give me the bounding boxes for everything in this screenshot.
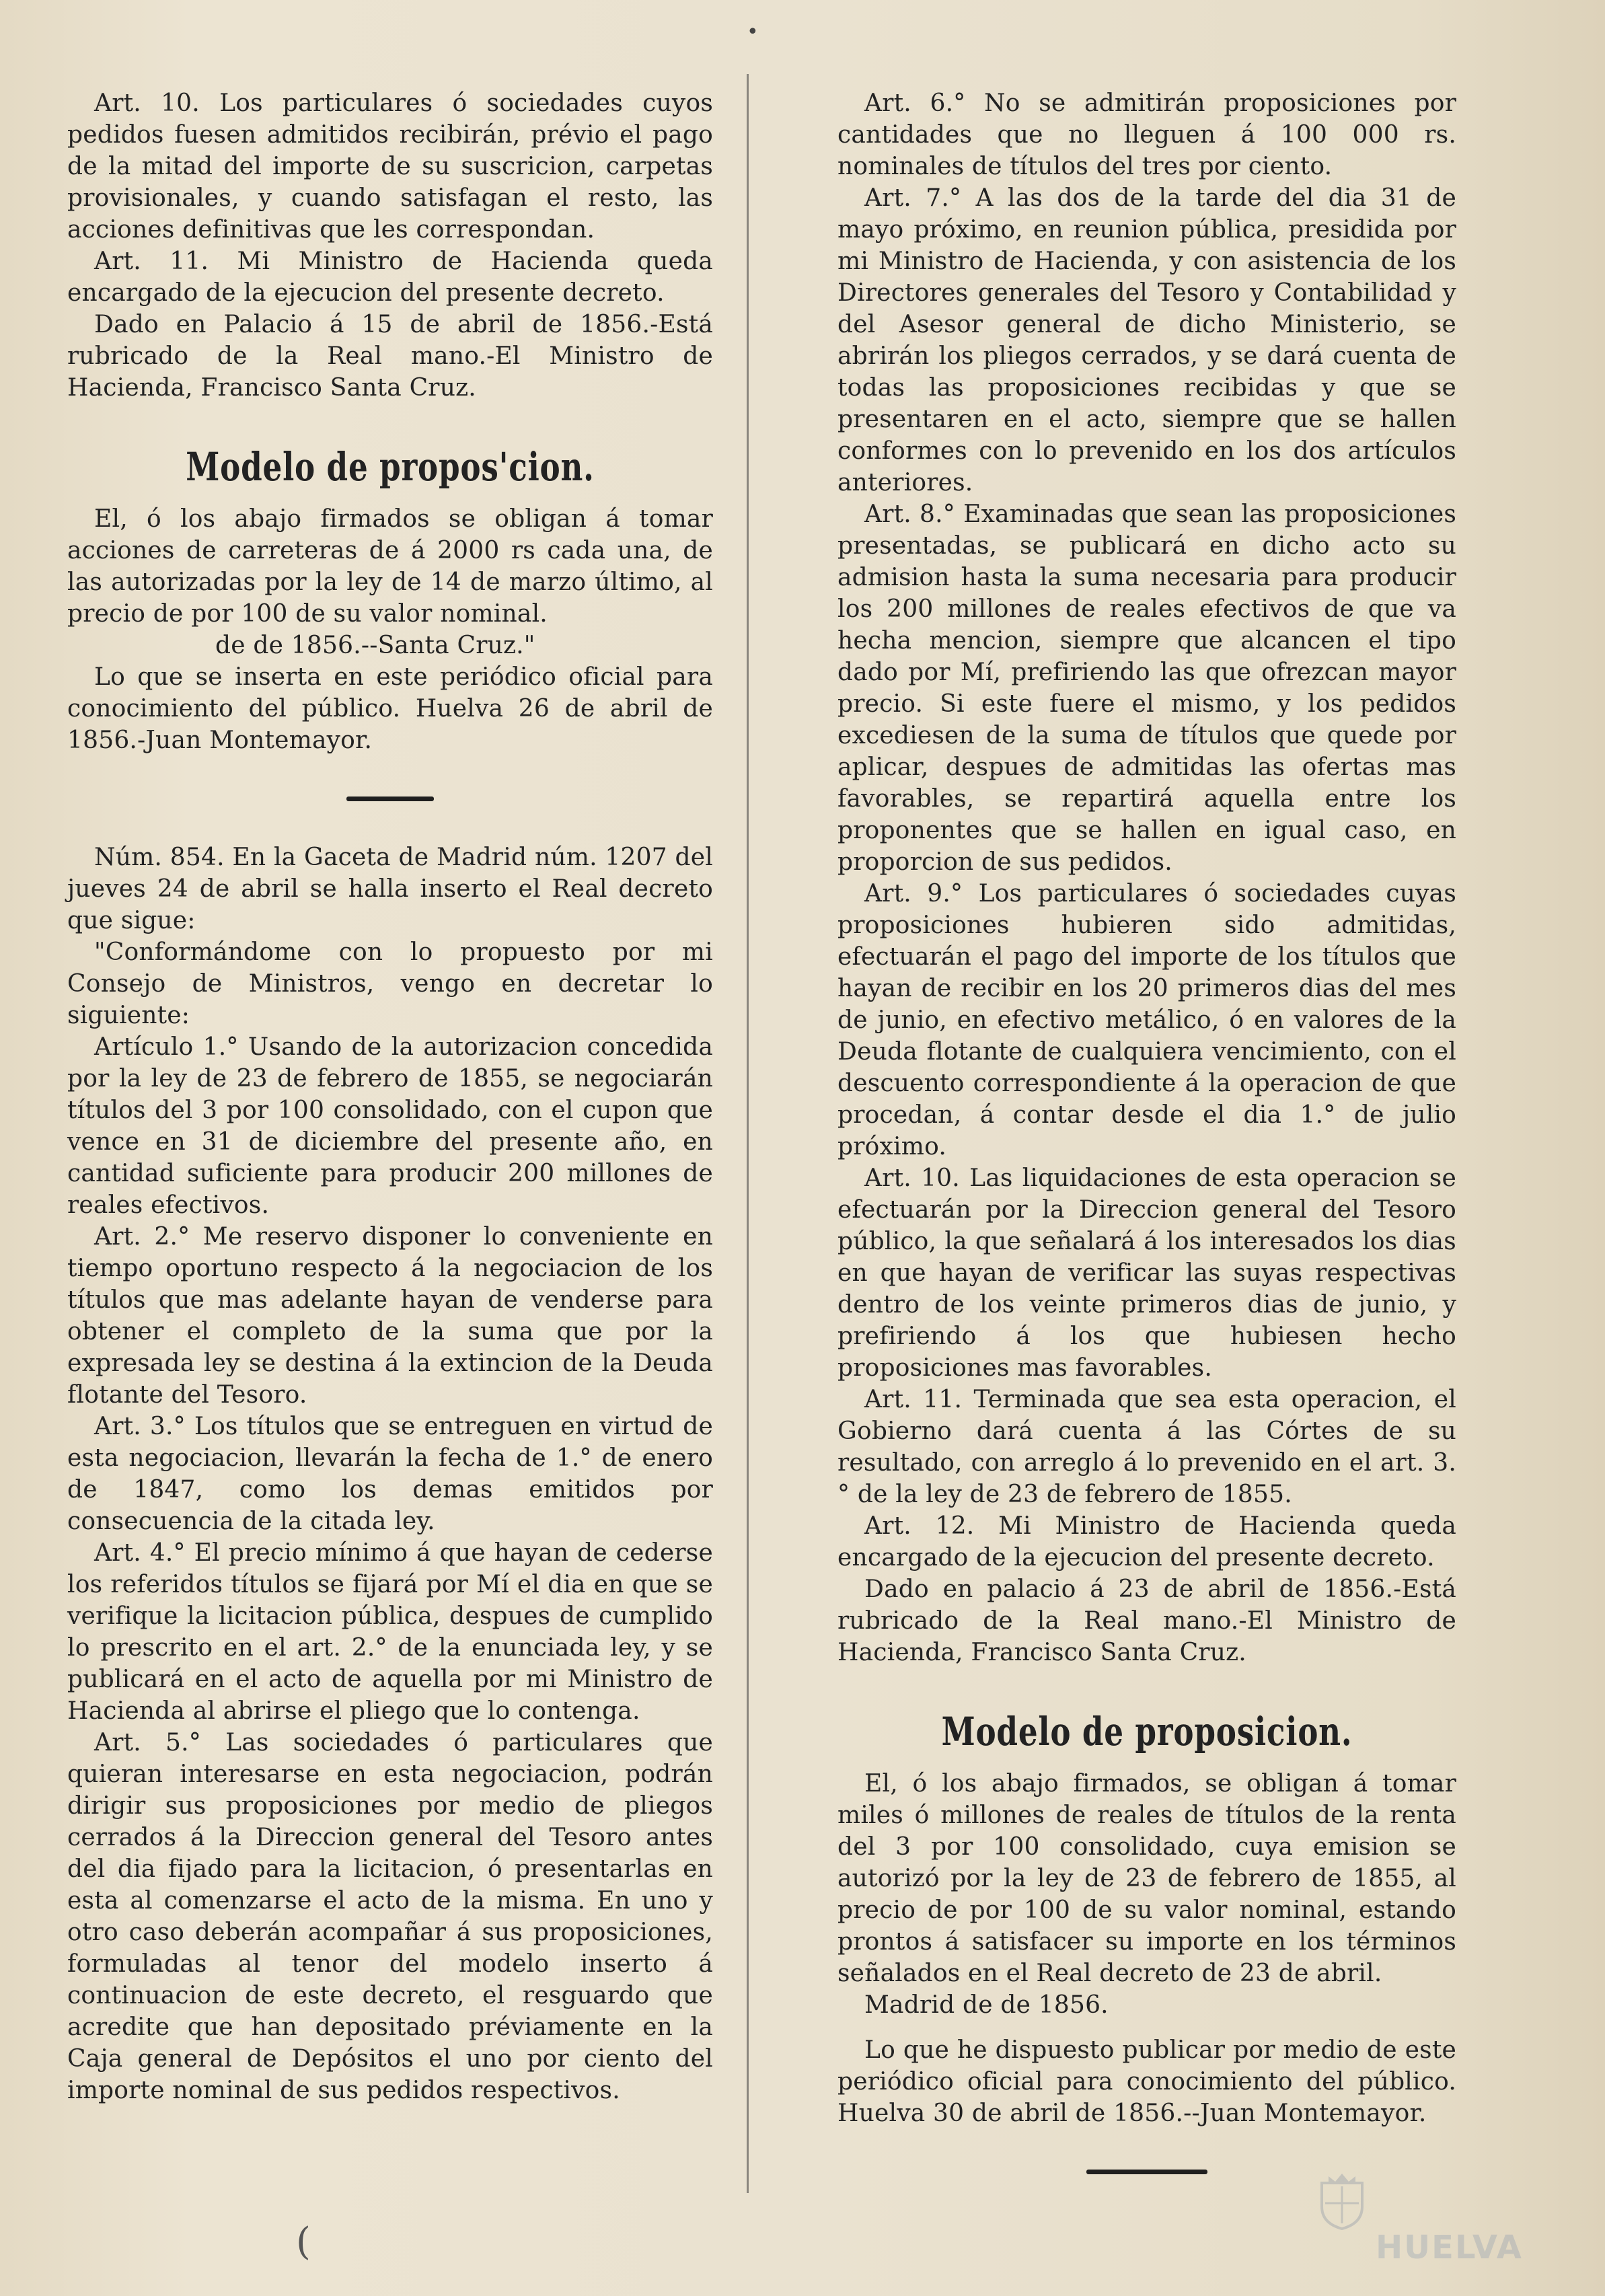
model-date-line-1: de de 1856.--Santa Cruz." (215, 632, 535, 659)
decree-intro-paragraph: Núm. 854. En la Gaceta de Madrid núm. 1207 del jueves 24 de abril se halla inserto el Real decreto que sigue: (67, 844, 713, 934)
pencil-mark: ( (296, 2220, 311, 2264)
article-4-paragraph: Art. 4.° El precio mínimo á que hayan de cederse los referidos títulos se fijará por Mí el dia en que se verifique la licitacion pública, despues de cumplido lo prescrito en el art. 2.° de la enunciada ley, y se publicará en el acto de aquella por mi Ministro de Hacienda al abrirse el pliego que lo contenga. (67, 1539, 713, 1725)
right-column (837, 87, 1456, 2174)
model-date-line-2: Madrid de de 1856. (864, 1991, 1109, 2019)
article-10b-paragraph: Art. 10. Las liquidaciones de esta operacion se efectuarán por la Direccion general del Tesoro público, la que señalará á los interesados los dias en que hayan de verificar las suyas respectivas dentro de los veinte primeros dias de junio, y prefiriendo á los que hubiesen hecho proposiciones mas favorables. (837, 1164, 1456, 1382)
insertion-note-2: Lo que he dispuesto publicar por medio de este periódico oficial para conocimiento del público. Huelva 30 de abril de 1856.--Juan Montemayor. (837, 2036, 1456, 2127)
column-divider (747, 74, 749, 2193)
model-heading-2: Modelo de proposicion. (941, 1709, 1353, 1754)
model-text-1: El, ó los abajo firmados se obligan á tomar acciones de carreteras de á 2000 rs cada una, de las autorizadas por la ley de 14 de marzo último, al precio de por 100 de su valor nominal. (67, 505, 713, 628)
article-9-paragraph: Art. 9.° Los particulares ó sociedades cuyas proposiciones hubieren sido admitidas, efectuarán el pago del importe de los títulos que hayan de recibir en los 20 primeros dias del mes de junio, en efectivo metálico, ó en valores de la Deuda flotante de cualquiera vencimiento, con el descuento correspondiente á la operacion de que procedan, á contar desde el dia 1.° de julio próximo. (837, 880, 1456, 1160)
section-rule-2 (1086, 2170, 1207, 2174)
article-11-paragraph: Art. 11. Mi Ministro de Hacienda queda encargado de la ejecucion del presente decreto. (67, 248, 713, 307)
article-11b-paragraph: Art. 11. Terminada que sea esta operacion, el Gobierno dará cuenta á las Córtes de su resultado, con arreglo á lo prevenido en el art. 3.° de la ley de 23 de febrero de 1855. (837, 1386, 1456, 1508)
section-rule-1 (346, 797, 434, 801)
article-1-paragraph: Artículo 1.° Usando de la autorizacion concedida por la ley de 23 de febrero de 1855, se negociarán títulos del 3 por 100 consolidado, con el cupon que vence en 31 de diciembre del presente año, en cantidad suficiente para producir 200 millones de reales efectivos. (67, 1033, 713, 1219)
article-3-paragraph: Art. 3.° Los títulos que se entreguen en virtud de esta negociacion, llevarán la fecha de 1.° de enero de 1847, como los demas emitidos por consecuencia de la citada ley. (67, 1413, 713, 1535)
article-8-paragraph: Art. 8.° Examinadas que sean las proposiciones presentadas, se publicará en dicho acto su admision hasta la suma necesaria para producir los 200 millones de reales efectivos de que va hecha mencion, siempre que alcancen el tipo dado por Mí, prefiriendo las que ofrezcan mayor precio. Si este fuere el mismo, y los pedidos excediesen de la suma de títulos que quede por aplicar, despues de admitidas las ofertas mas favorables, se repartirá aquella entre los proponentes que se hallen en igual caso, en proporcion de sus pedidos. (837, 501, 1456, 876)
left-column (67, 87, 713, 2106)
article-12-paragraph: Art. 12. Mi Ministro de Hacienda queda encargado de la ejecucion del presente decreto. (837, 1512, 1456, 1571)
article-5-paragraph: Art. 5.° Las sociedades ó particulares que quieran interesarse en esta negociacion, podrán dirigir sus proposiciones por medio de pliegos cerrados á la Direccion general del Tesoro antes del dia fijado para la licitacion, ó presentarlas en esta al comenzarse el acto de la misma. En uno y otro caso deberán acompañar á sus proposiciones, formuladas al tenor del modelo inserto á continuacion de este decreto, el resguardo que acredite que han depositado préviamente en la Caja general de Depósitos el uno por ciento del importe nominal de sus pedidos respectivos. (67, 1729, 713, 2104)
watermark-text: HUELVA (1376, 2229, 1523, 2266)
page-mark: • (747, 20, 759, 44)
dated-signature-paragraph: Dado en Palacio á 15 de abril de 1856.-Está rubricado de la Real mano.-El Ministro de Hacienda, Francisco Santa Cruz. (67, 311, 713, 402)
dated-signature-paragraph-2: Dado en palacio á 23 de abril de 1856.-Está rubricado de la Real mano.-El Ministro de Hacienda, Francisco Santa Cruz. (837, 1576, 1456, 1666)
article-6-paragraph: Art. 6.° No se admitirán proposiciones por cantidades que no lleguen á 100 000 rs. nominales de títulos del tres por ciento. (837, 89, 1456, 180)
model-text-2: El, ó los abajo firmados, se obligan á tomar miles ó millones de reales de títulos de la renta del 3 por 100 consolidado, cuya emision se autorizó por la ley de 23 de febrero de 1855, al precio de por 100 de su valor nominal, estando prontos á satisfacer su importe en los términos señalados en el Real decreto de 23 de abril. (837, 1770, 1456, 1987)
insertion-note-1: Lo que se inserta en este periódico oficial para conocimiento del público. Huelva 26 de abril de 1856.-Juan Montemayor. (67, 663, 713, 754)
article-10-paragraph: Art. 10. Los particulares ó sociedades cuyos pedidos fuesen admitidos recibirán, prévio el pago de la mitad del importe de su suscricion, carpetas provisionales, y cuando satisfagan el resto, las acciones definitivas que les correspondan. (67, 89, 713, 244)
article-2-paragraph: Art. 2.° Me reservo disponer lo conveniente en tiempo oportuno respecto á la negociacion de los títulos que mas adelante hayan de venderse para obtener el completo de la suma que por la expresada ley se destina á la extincion de la Deuda flotante del Tesoro. (67, 1223, 713, 1409)
decree-preamble: "Conformándome con lo propuesto por mi Consejo de Ministros, vengo en decretar lo siguiente: (67, 938, 713, 1029)
article-7-paragraph: Art. 7.° A las dos de la tarde del dia 31 de mayo próximo, en reunion pública, presidida por mi Ministro de Hacienda, y con asistencia de los Directores generales del Tesoro y Contabilidad y del Asesor general de dicho Ministerio, se abrirán los pliegos cerrados, y se dará cuenta de todas las proposiciones recibidas y que se presentaren en el acto, siempre que se hallen conformes con lo prevenido en los dos artículos anteriores. (837, 184, 1456, 496)
model-heading-1: Modelo de propos'cion. (186, 444, 595, 490)
coat-of-arms-icon (1315, 2170, 1369, 2230)
library-watermark (1315, 2170, 1544, 2270)
